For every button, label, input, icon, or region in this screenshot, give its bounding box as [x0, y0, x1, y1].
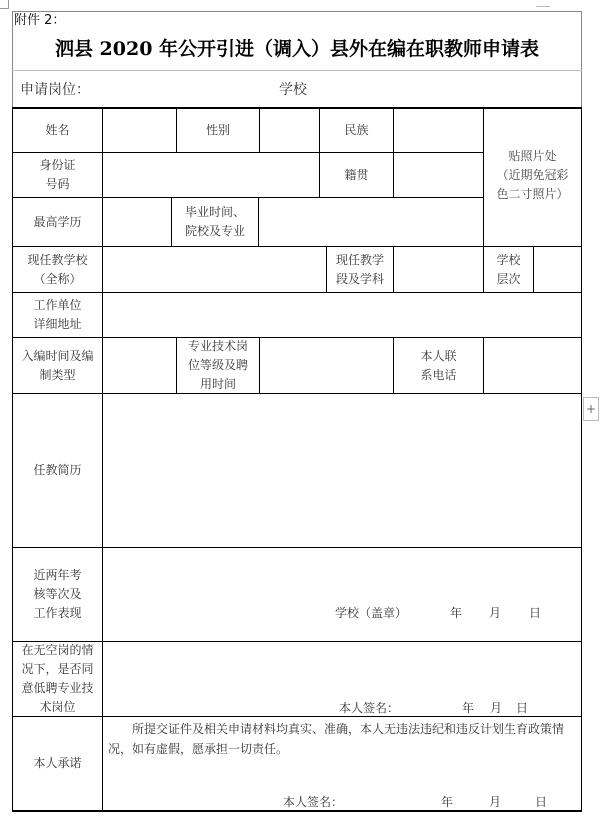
low-rank-month: 月	[490, 701, 503, 715]
name-label: 姓名	[45, 123, 70, 137]
personal-sign-label: 本人签名：	[339, 701, 400, 715]
header-box-left	[12, 11, 13, 108]
commitment-day: 日	[535, 795, 548, 809]
table-line	[393, 107, 394, 197]
enrollment-label: 入编时间及编 制类型	[21, 348, 94, 382]
header-box-top	[12, 11, 582, 12]
education-label: 最高学历	[33, 214, 82, 229]
low-rank-day: 日	[516, 701, 529, 715]
id-number-label: 身份证 号码	[39, 158, 76, 191]
header-box-right	[581, 11, 582, 108]
commitment-sign-label: 本人签名：	[283, 795, 344, 809]
table-line	[102, 107, 103, 811]
attachment-label: 附件 2：	[14, 13, 66, 28]
table-line	[259, 337, 260, 393]
commitment-text: 所提交证件及相关申请材料均真实、准确，本人无违法违纪和违反计划生育政策情况，如有虚假，愿承担一切责任。	[108, 722, 565, 756]
native-place-label: 籍贯	[344, 167, 369, 182]
graduation-label: 毕业时间、 院校及专业	[184, 205, 245, 238]
ethnicity-label: 民族	[344, 123, 369, 137]
expand-button[interactable]: +	[583, 397, 599, 421]
table-line	[533, 246, 534, 292]
assessment-label: 近两年考 核等次及 工作表现	[33, 568, 82, 620]
low-rank-label: 在无空岗的情 况下，是否同 意低聘专业技 术岗位	[21, 643, 94, 714]
teaching-stage-label: 现任教学 段及学科	[335, 252, 384, 286]
table-line	[12, 810, 582, 812]
assessment-month: 月	[489, 606, 502, 620]
tech-position-label: 专业技术岗 位等级及聘 用时间	[187, 339, 248, 391]
assessment-day: 日	[529, 606, 542, 620]
table-line	[581, 107, 582, 811]
assessment-year: 年	[450, 606, 463, 620]
contact-phone-label: 本人联 系电话	[420, 348, 457, 382]
low-rank-year: 年	[462, 701, 475, 715]
gender-label: 性别	[205, 123, 230, 137]
table-line	[258, 197, 259, 246]
teaching-resume-label: 任教简历	[33, 463, 82, 477]
page-title: 泗县 2020 年公开引进（调入）县外在编在职教师申请表	[54, 38, 540, 60]
school-level-label: 学校 层次	[496, 252, 521, 286]
table-line	[259, 107, 260, 152]
title-separator	[12, 70, 582, 71]
apply-position-label: 申请岗位：	[20, 82, 90, 98]
work-address-label: 工作单位 详细地址	[33, 298, 82, 331]
corner-mark	[0, 0, 9, 9]
current-school-label: 现任教学校 （全称）	[27, 252, 88, 286]
commitment-label: 本人承诺	[33, 756, 82, 770]
school-stamp-label: 学校（盖章）	[335, 606, 408, 620]
corner-mark-right	[536, 0, 550, 7]
table-line	[393, 246, 394, 292]
school-label: 学校	[279, 82, 307, 98]
table-line	[483, 337, 484, 393]
commitment-month: 月	[489, 795, 502, 809]
photo-placeholder: 贴照片处 （近期免冠彩 色二寸照片）	[496, 148, 569, 201]
commitment-year: 年	[441, 795, 454, 809]
